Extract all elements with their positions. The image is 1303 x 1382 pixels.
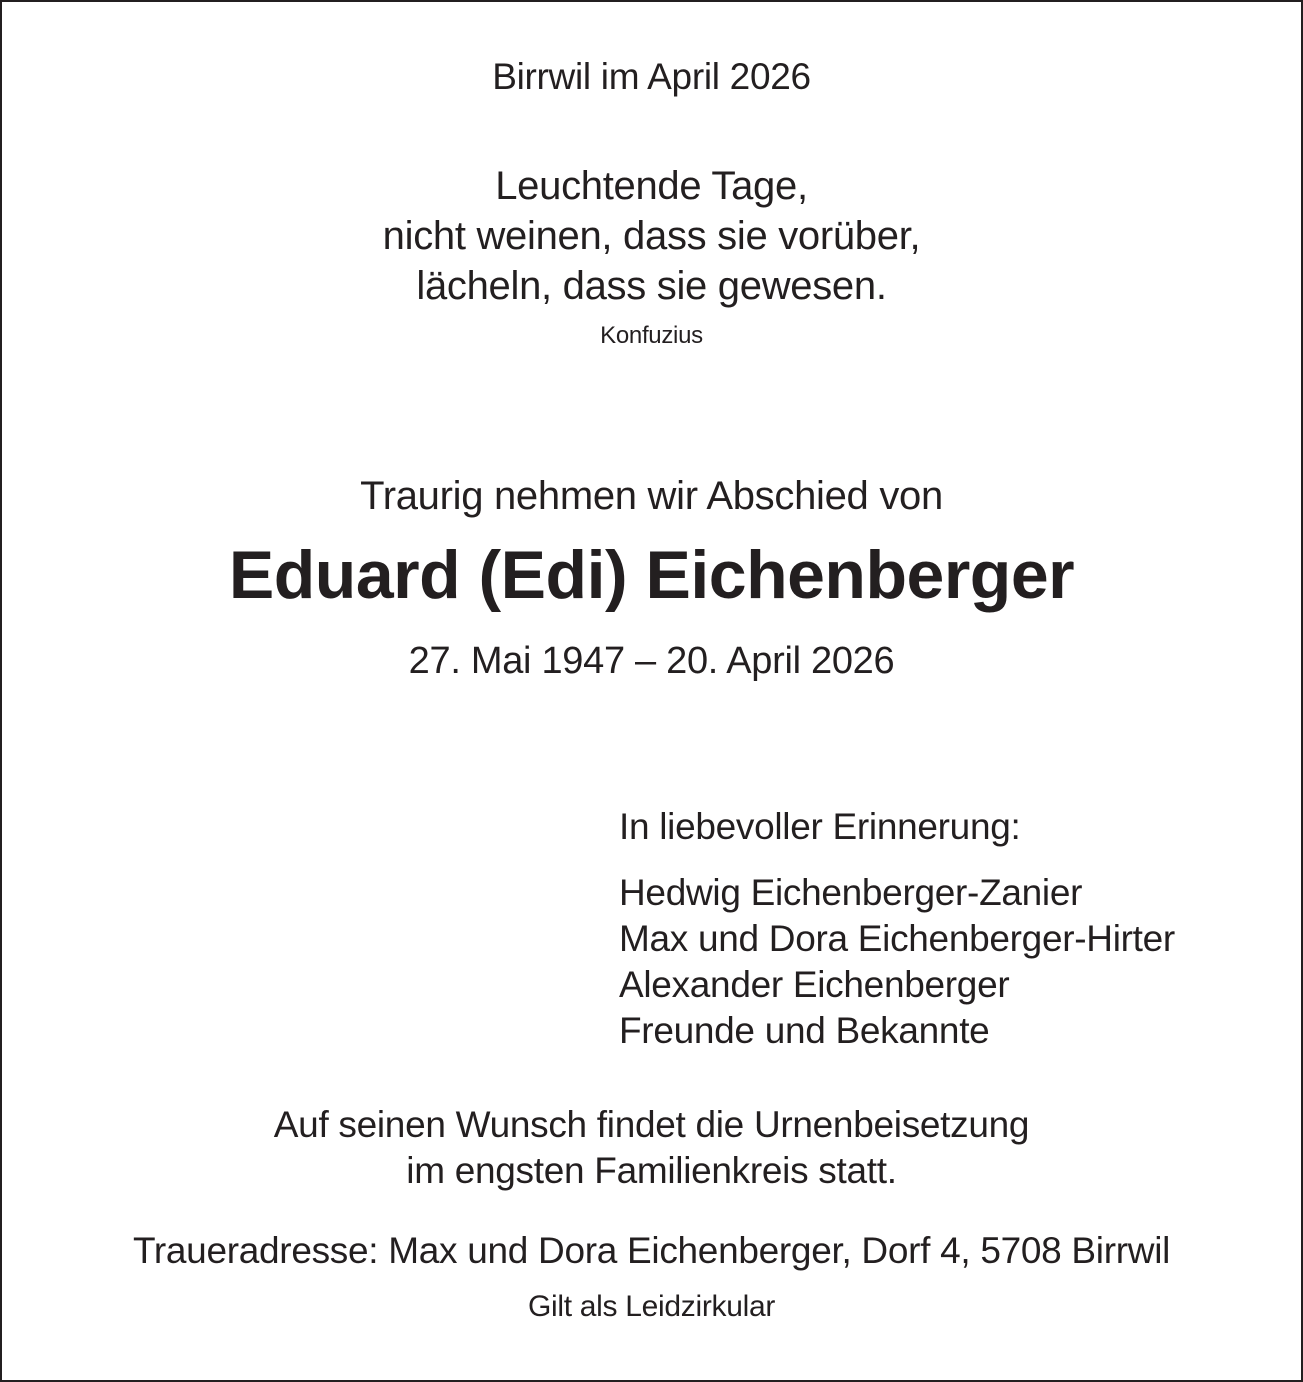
life-dates: 27. Mai 1947 – 20. April 2026: [408, 640, 895, 682]
mourner-name: Freunde und Bekannte: [619, 1010, 990, 1051]
memory-heading: In liebevoller Erinnerung:: [619, 806, 1021, 847]
deceased-name: Eduard (Edi) Eichenberger: [228, 537, 1075, 613]
quote-line: nicht weinen, dass sie vorüber,: [382, 214, 921, 258]
mourner-name: Max und Dora Eichenberger-Hirter: [619, 918, 1175, 959]
burial-notice: im engsten Familienkreis statt.: [406, 1150, 897, 1191]
burial-notice: Auf seinen Wunsch findet die Urnenbeisetzung: [273, 1104, 1030, 1145]
circular-note: Gilt als Leidzirkular: [527, 1290, 776, 1323]
quote-line: lächeln, dass sie gewesen.: [416, 264, 887, 308]
place-date: Birrwil im April 2026: [492, 56, 811, 97]
mourner-name: Hedwig Eichenberger-Zanier: [619, 872, 1083, 913]
quote-line: Leuchtende Tage,: [495, 164, 808, 208]
mourner-name: Alexander Eichenberger: [619, 964, 1010, 1005]
announcement-intro: Traurig nehmen wir Abschied von: [360, 474, 943, 518]
quote-author: Konfuzius: [600, 322, 703, 349]
mourning-address: Traueradresse: Max und Dora Eichenberger, Dorf 4, 5708 Birrwil: [132, 1230, 1171, 1271]
